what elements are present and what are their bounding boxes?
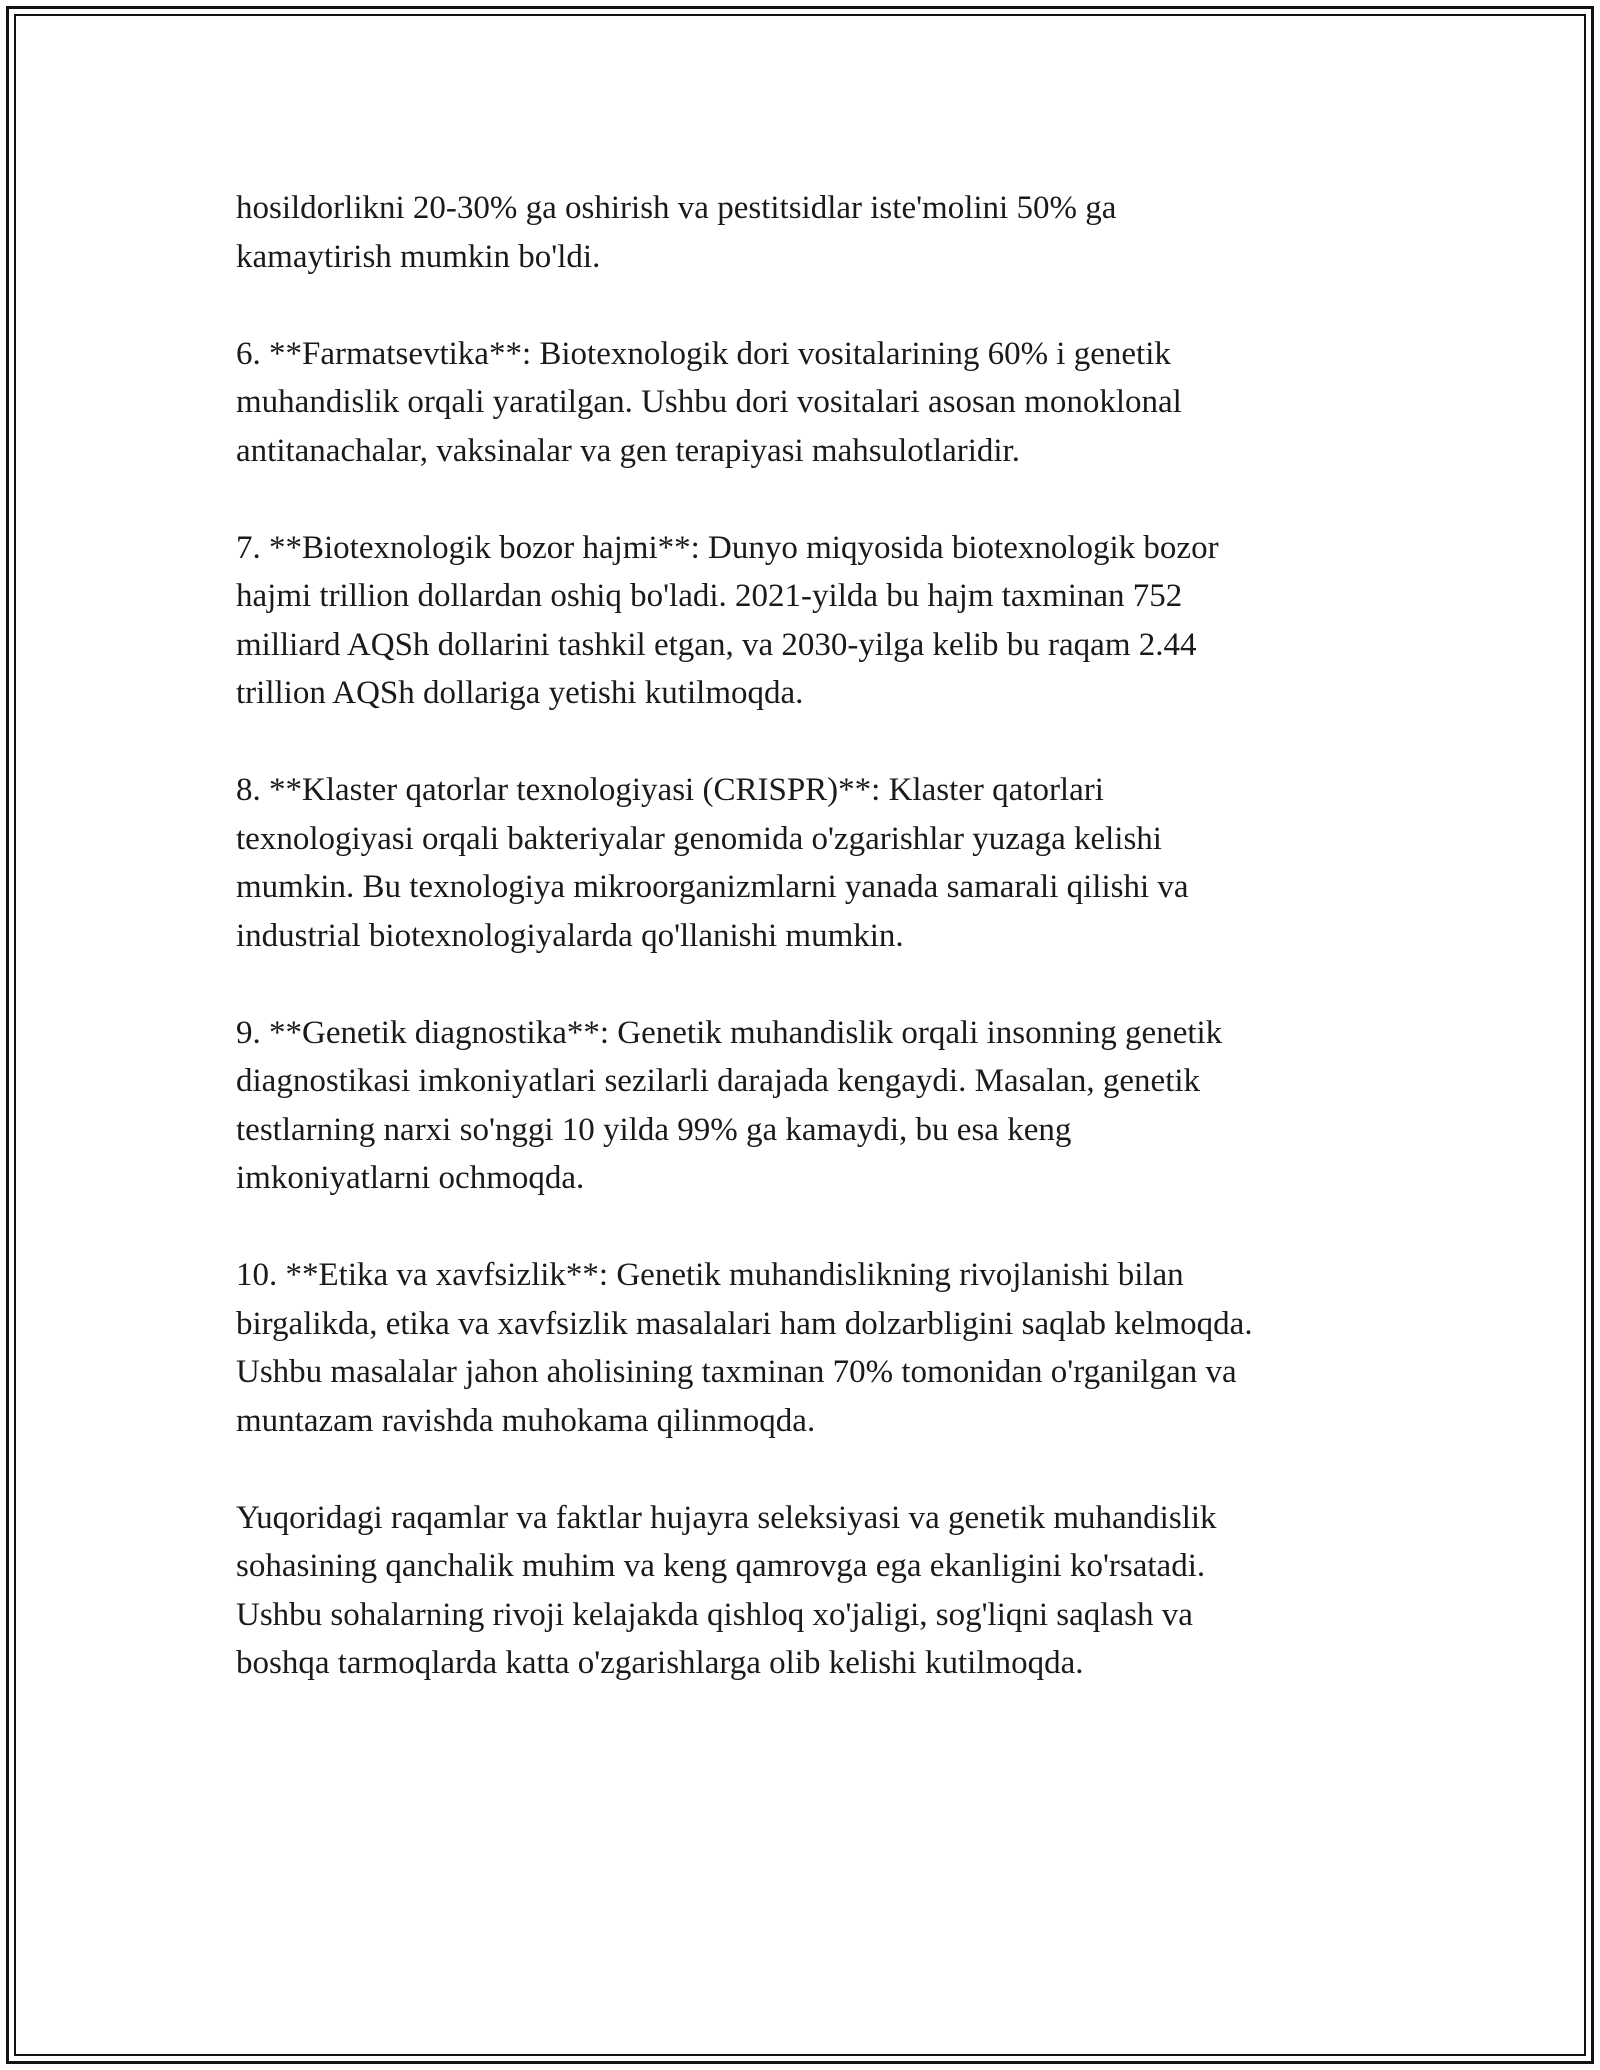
- paragraph-item-6: 6. **Farmatsevtika**: Biotexnologik dori vositalarining 60% i genetik muhandislik orqali yaratilgan. Ushbu dori vositalari asosan monoklonal antitanachalar, vaksinalar va gen terapiyasi mahsulotlaridir.: [236, 335, 1182, 469]
- paragraph-continuation: hosildorlikni 20-30% ga oshirish va pestitsidlar iste'molini 50% ga kamaytirish mumkin bo'ldi.: [236, 190, 1117, 275]
- document-body: [236, 184, 1416, 1736]
- paragraph-item-9: 9. **Genetik diagnostika**: Genetik muhandislik orqali insonning genetik diagnostikasi imkoniyatlari sezilarli darajada kengaydi. Masalan, genetik testlarning narxi so'nggi 10 yilda 99% ga kamaydi, bu esa keng imkoniyatlarni ochmoqda.: [236, 1014, 1223, 1196]
- paragraph-conclusion: Yuqoridagi raqamlar va faktlar hujayra seleksiyasi va genetik muhandislik sohasining qanchalik muhim va keng qamrovga ega ekanligini ko'rsatadi. Ushbu sohalarning rivoji kelajakda qishloq xo'jaligi, sog'liqni saqlash va boshqa tarmoqlarda katta o'zgarishlarga olib kelishi kutilmoqda.: [236, 1499, 1217, 1681]
- paragraph-item-7: 7. **Biotexnologik bozor hajmi**: Dunyo miqyosida biotexnologik bozor hajmi trillion dollardan oshiq bo'ladi. 2021-yilda bu hajm taxminan 752 milliard AQSh dollarini tashkil etgan, va 2030-yilga kelib bu raqam 2.44 trillion AQSh dollariga yetishi kutilmoqda.: [236, 529, 1219, 711]
- paragraph-item-10: 10. **Etika va xavfsizlik**: Genetik muhandislikning rivojlanishi bilan birgalikda, etika va xavfsizlik masalalari ham dolzarbligini saqlab kelmoqda. Ushbu masalalar jahon aholisining taxminan 70% tomonidan o'rganilgan va muntazam ravishda muhokama qilinmoqda.: [236, 1257, 1253, 1439]
- paragraph-item-8: 8. **Klaster qatorlar texnologiyasi (CRISPR)**: Klaster qatorlari texnologiyasi orqali bakteriyalar genomida o'zgarishlar yuzaga kelishi mumkin. Bu texnologiya mikroorganizmlarni yanada samarali qilishi va industrial biotexnologiyalarda qo'llanishi mumkin.: [236, 772, 1189, 954]
